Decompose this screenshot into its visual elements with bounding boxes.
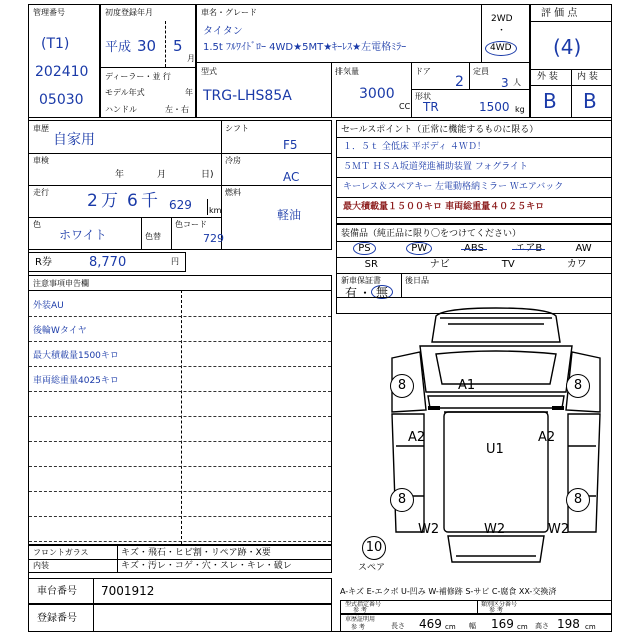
equipment-item	[474, 258, 543, 272]
equipment-item-label: TV	[501, 259, 515, 270]
equipment-header: 装備品（純正品に限り〇をつけてください）	[341, 229, 522, 239]
body-damage-diagram	[336, 296, 612, 572]
sales-point-line: キーレス＆スペアキー 左電動格納ミラー Ｗエアバック	[343, 182, 564, 192]
glass-text: キズ・飛石・ヒビ割・リペア跡・X要	[121, 548, 271, 558]
notes-rule	[29, 491, 331, 492]
damage-code: U1	[486, 442, 504, 457]
glass-interior-box	[28, 545, 332, 573]
damage-code: A1	[458, 378, 476, 393]
height-value: 198	[557, 617, 580, 631]
type-class-box	[340, 600, 612, 614]
car-name-label: 車名・グレード	[201, 8, 257, 17]
equipment-item	[556, 242, 611, 256]
width-label: 幅	[469, 622, 476, 630]
equipment-item	[392, 242, 447, 256]
chassis-label: 車台番号	[37, 586, 77, 597]
drive-dot: ・	[497, 26, 507, 36]
warranty-label: 新車保証書	[341, 276, 381, 285]
equipment-item-label: ABS	[464, 243, 484, 254]
management-code: (T1)	[41, 36, 70, 52]
notes-rule	[29, 316, 331, 317]
capacity: 3	[501, 76, 509, 90]
notes-item: 後輪Wタイヤ	[33, 326, 87, 336]
capacity-label: 定員	[473, 67, 489, 76]
r-ken-label: R券	[35, 257, 52, 268]
color-label: 色	[33, 220, 41, 229]
inspection-month: 月	[157, 170, 167, 180]
damage-legend: A-キズ E-エクボ U-凹み W-補修跡 S-サビ C-腐食 XX-交換済	[340, 587, 557, 596]
equipment-item	[337, 258, 406, 272]
sales-rule	[337, 157, 611, 158]
interior-text: キズ・汚レ・コゲ・穴・スレ・キレ・破レ	[121, 561, 292, 571]
notes-rule	[29, 541, 331, 542]
width-value: 169	[491, 617, 514, 631]
notes-rule	[29, 516, 331, 517]
history-box	[28, 120, 332, 250]
equipment-item	[337, 242, 392, 256]
sales-points-box	[336, 120, 612, 224]
evaluation-label: 評 価 点	[541, 8, 578, 19]
notes-rule	[29, 341, 331, 342]
sales-rule	[337, 177, 611, 178]
notes-header: 注意事項申告欄	[33, 279, 89, 288]
mileage-man-unit: 万	[101, 191, 118, 211]
interior-label: 内 装	[577, 72, 598, 82]
notes-rule	[29, 416, 331, 417]
load-weight: 1500	[479, 100, 510, 114]
sales-rule	[337, 197, 611, 198]
mileage-label: 走行	[33, 188, 49, 197]
history-value: 自家用	[53, 132, 95, 148]
handle-value: 左・右	[165, 105, 189, 114]
history-label: 車歴	[33, 124, 49, 133]
registration-box	[100, 4, 196, 118]
equipment-item-label: ナビ	[429, 259, 450, 270]
warranty-no: 無	[371, 285, 393, 299]
registration-month: 5	[173, 37, 183, 55]
car-grade: 1.5t ﾌﾙﾜｲﾄﾞﾛｰ 4WD★5MT★ｷｰﾚｽ★左電格ﾐﾗｰ	[203, 42, 407, 53]
management-number-1: 202410	[35, 64, 89, 80]
sales-point-line: 最大積載量１５００キロ 車両総重量４０２５キロ	[343, 202, 545, 212]
type-number-ref: 参 考	[353, 607, 367, 614]
drive-4wd: 4WD	[485, 41, 517, 56]
fuel-value: 軽油	[277, 208, 302, 222]
spare-tire-label: スペア	[358, 563, 386, 573]
fuel-label: 燃料	[225, 188, 241, 197]
damage-code: A2	[408, 430, 426, 445]
exterior-label: 外 装	[537, 72, 558, 82]
truck-outline	[336, 296, 612, 572]
door-label: ドア	[415, 67, 431, 76]
r-ken-unit: 円	[171, 257, 179, 266]
car-spec-box	[196, 62, 530, 118]
notes-rule	[29, 441, 331, 442]
sales-point-line: １．５ｔ 全低床 平ボディ ４ＷＤ！	[343, 142, 486, 152]
notes-box	[28, 275, 332, 545]
registration-month-unit: 月	[187, 54, 195, 63]
damage-code: W2	[548, 522, 570, 537]
cert-label: 車歴証明用	[345, 616, 376, 623]
management-number-box	[28, 4, 100, 118]
load-unit: kg	[515, 105, 525, 114]
notes-item: 外装AU	[33, 301, 64, 311]
equipment-item	[447, 242, 502, 256]
registration-number-label: 登録番号	[37, 613, 77, 624]
warranty-yes: 有	[345, 286, 358, 300]
equipment-item-label: PW	[406, 242, 432, 255]
equipment-item	[543, 258, 612, 272]
evaluation-box	[530, 4, 612, 118]
damage-code: W2	[418, 522, 440, 537]
glass-label: フロントガラス	[33, 548, 89, 557]
color-value: ホワイト	[59, 228, 107, 242]
shape-label: 形状	[415, 92, 431, 101]
inspection-label: 車検	[33, 156, 49, 165]
class-number-label: 類別区分番号	[481, 601, 518, 608]
height-unit: cm	[585, 623, 596, 631]
notes-rule	[29, 391, 331, 392]
exterior-grade: B	[543, 89, 557, 113]
dimensions-box	[340, 614, 612, 632]
sales-point-line: ５ＭＴ ＨＳＡ坂道発進補助装置 フォグライト	[343, 162, 529, 172]
tire-tread-marker: 8	[390, 374, 414, 398]
notes-rule	[29, 466, 331, 467]
tire-tread-marker: 8	[566, 374, 590, 398]
r-ken-value: 8,770	[89, 255, 127, 270]
color-code-label: 色コード	[175, 220, 207, 229]
type-label: 型式	[201, 67, 217, 76]
cert-ref: 参 考	[351, 624, 365, 631]
registration-year: 30	[137, 37, 157, 55]
tire-tread-marker: 8	[566, 488, 590, 512]
equipment-item	[501, 242, 556, 256]
chassis-box	[28, 578, 332, 604]
handle-label: ハンドル	[105, 105, 137, 114]
management-number-2: 05030	[39, 92, 84, 108]
capacity-unit: 人	[513, 78, 521, 87]
equipment-item	[406, 258, 475, 272]
displacement-unit: CC	[399, 102, 411, 111]
height-label: 高さ	[535, 622, 549, 630]
car-type: TRG-LHS85A	[203, 88, 292, 104]
mileage-man: 2	[87, 191, 98, 211]
length-value: 469	[419, 617, 442, 631]
shape: TR	[423, 100, 439, 114]
warranty-sep: ・	[359, 286, 372, 300]
later-items-label: 後日品	[405, 276, 429, 285]
ac-label: 冷房	[225, 156, 241, 165]
ac-value: AC	[283, 170, 300, 184]
shift-label: シフト	[225, 124, 249, 133]
color-code: 729	[203, 232, 224, 245]
length-label: 長さ	[391, 622, 405, 630]
equipment-item-label: AW	[575, 243, 592, 254]
sales-points-header: セールスポイント（正常に機能するものに限る）	[341, 125, 539, 135]
displacement-label: 排気量	[335, 67, 359, 76]
inspection-year: 年	[115, 170, 125, 180]
spare-tire-marker: 10	[362, 536, 386, 560]
registration-label: 初度登録年月	[105, 8, 153, 17]
drive-2wd: 2WD	[491, 14, 513, 24]
mileage-unit: km	[209, 206, 222, 215]
interior-label: 内装	[33, 561, 49, 570]
mileage-sen: 6	[127, 191, 138, 211]
registration-era: 平成	[105, 40, 132, 55]
displacement: 3000	[359, 86, 395, 102]
equipment-item-label: PS	[353, 242, 375, 255]
equipment-item-label: エアB	[515, 243, 543, 254]
chassis-number: 7001912	[101, 584, 155, 598]
shift-value: F5	[283, 138, 298, 152]
sales-rule	[337, 217, 611, 218]
length-unit: cm	[445, 623, 456, 631]
registration-number-box	[28, 604, 332, 632]
damage-code: A2	[538, 430, 556, 445]
type-number-label: 型式指定番号	[345, 601, 382, 608]
notes-item: 車両総重量4025キロ	[33, 376, 119, 386]
equipment-item-label: カワ	[566, 259, 587, 270]
model-year-unit: 年	[185, 88, 193, 97]
inspection-day: 日)	[201, 170, 214, 180]
notes-item: 最大積載量1500キロ	[33, 351, 119, 361]
door-count: 2	[455, 74, 464, 90]
class-number-ref: 参 考	[489, 607, 503, 614]
damage-code: W2	[484, 522, 506, 537]
mileage-rest: 629	[169, 198, 192, 212]
equipment-item-label: SR	[364, 259, 378, 270]
width-unit: cm	[517, 623, 528, 631]
interior-grade: B	[583, 89, 597, 113]
r-ken-box	[28, 252, 186, 272]
evaluation-score: (4)	[553, 35, 582, 59]
tire-tread-marker: 8	[390, 488, 414, 512]
model-year-label: モデル年式	[105, 88, 145, 97]
management-number-label: 管理番号	[33, 8, 65, 17]
dealer-label: ディーラー・並 行	[105, 72, 171, 81]
notes-rule	[29, 366, 331, 367]
mileage-sen-unit: 千	[141, 191, 158, 211]
car-name: タイタン	[203, 26, 243, 37]
car-name-box	[196, 4, 530, 63]
recolor-label: 色替	[145, 232, 161, 241]
